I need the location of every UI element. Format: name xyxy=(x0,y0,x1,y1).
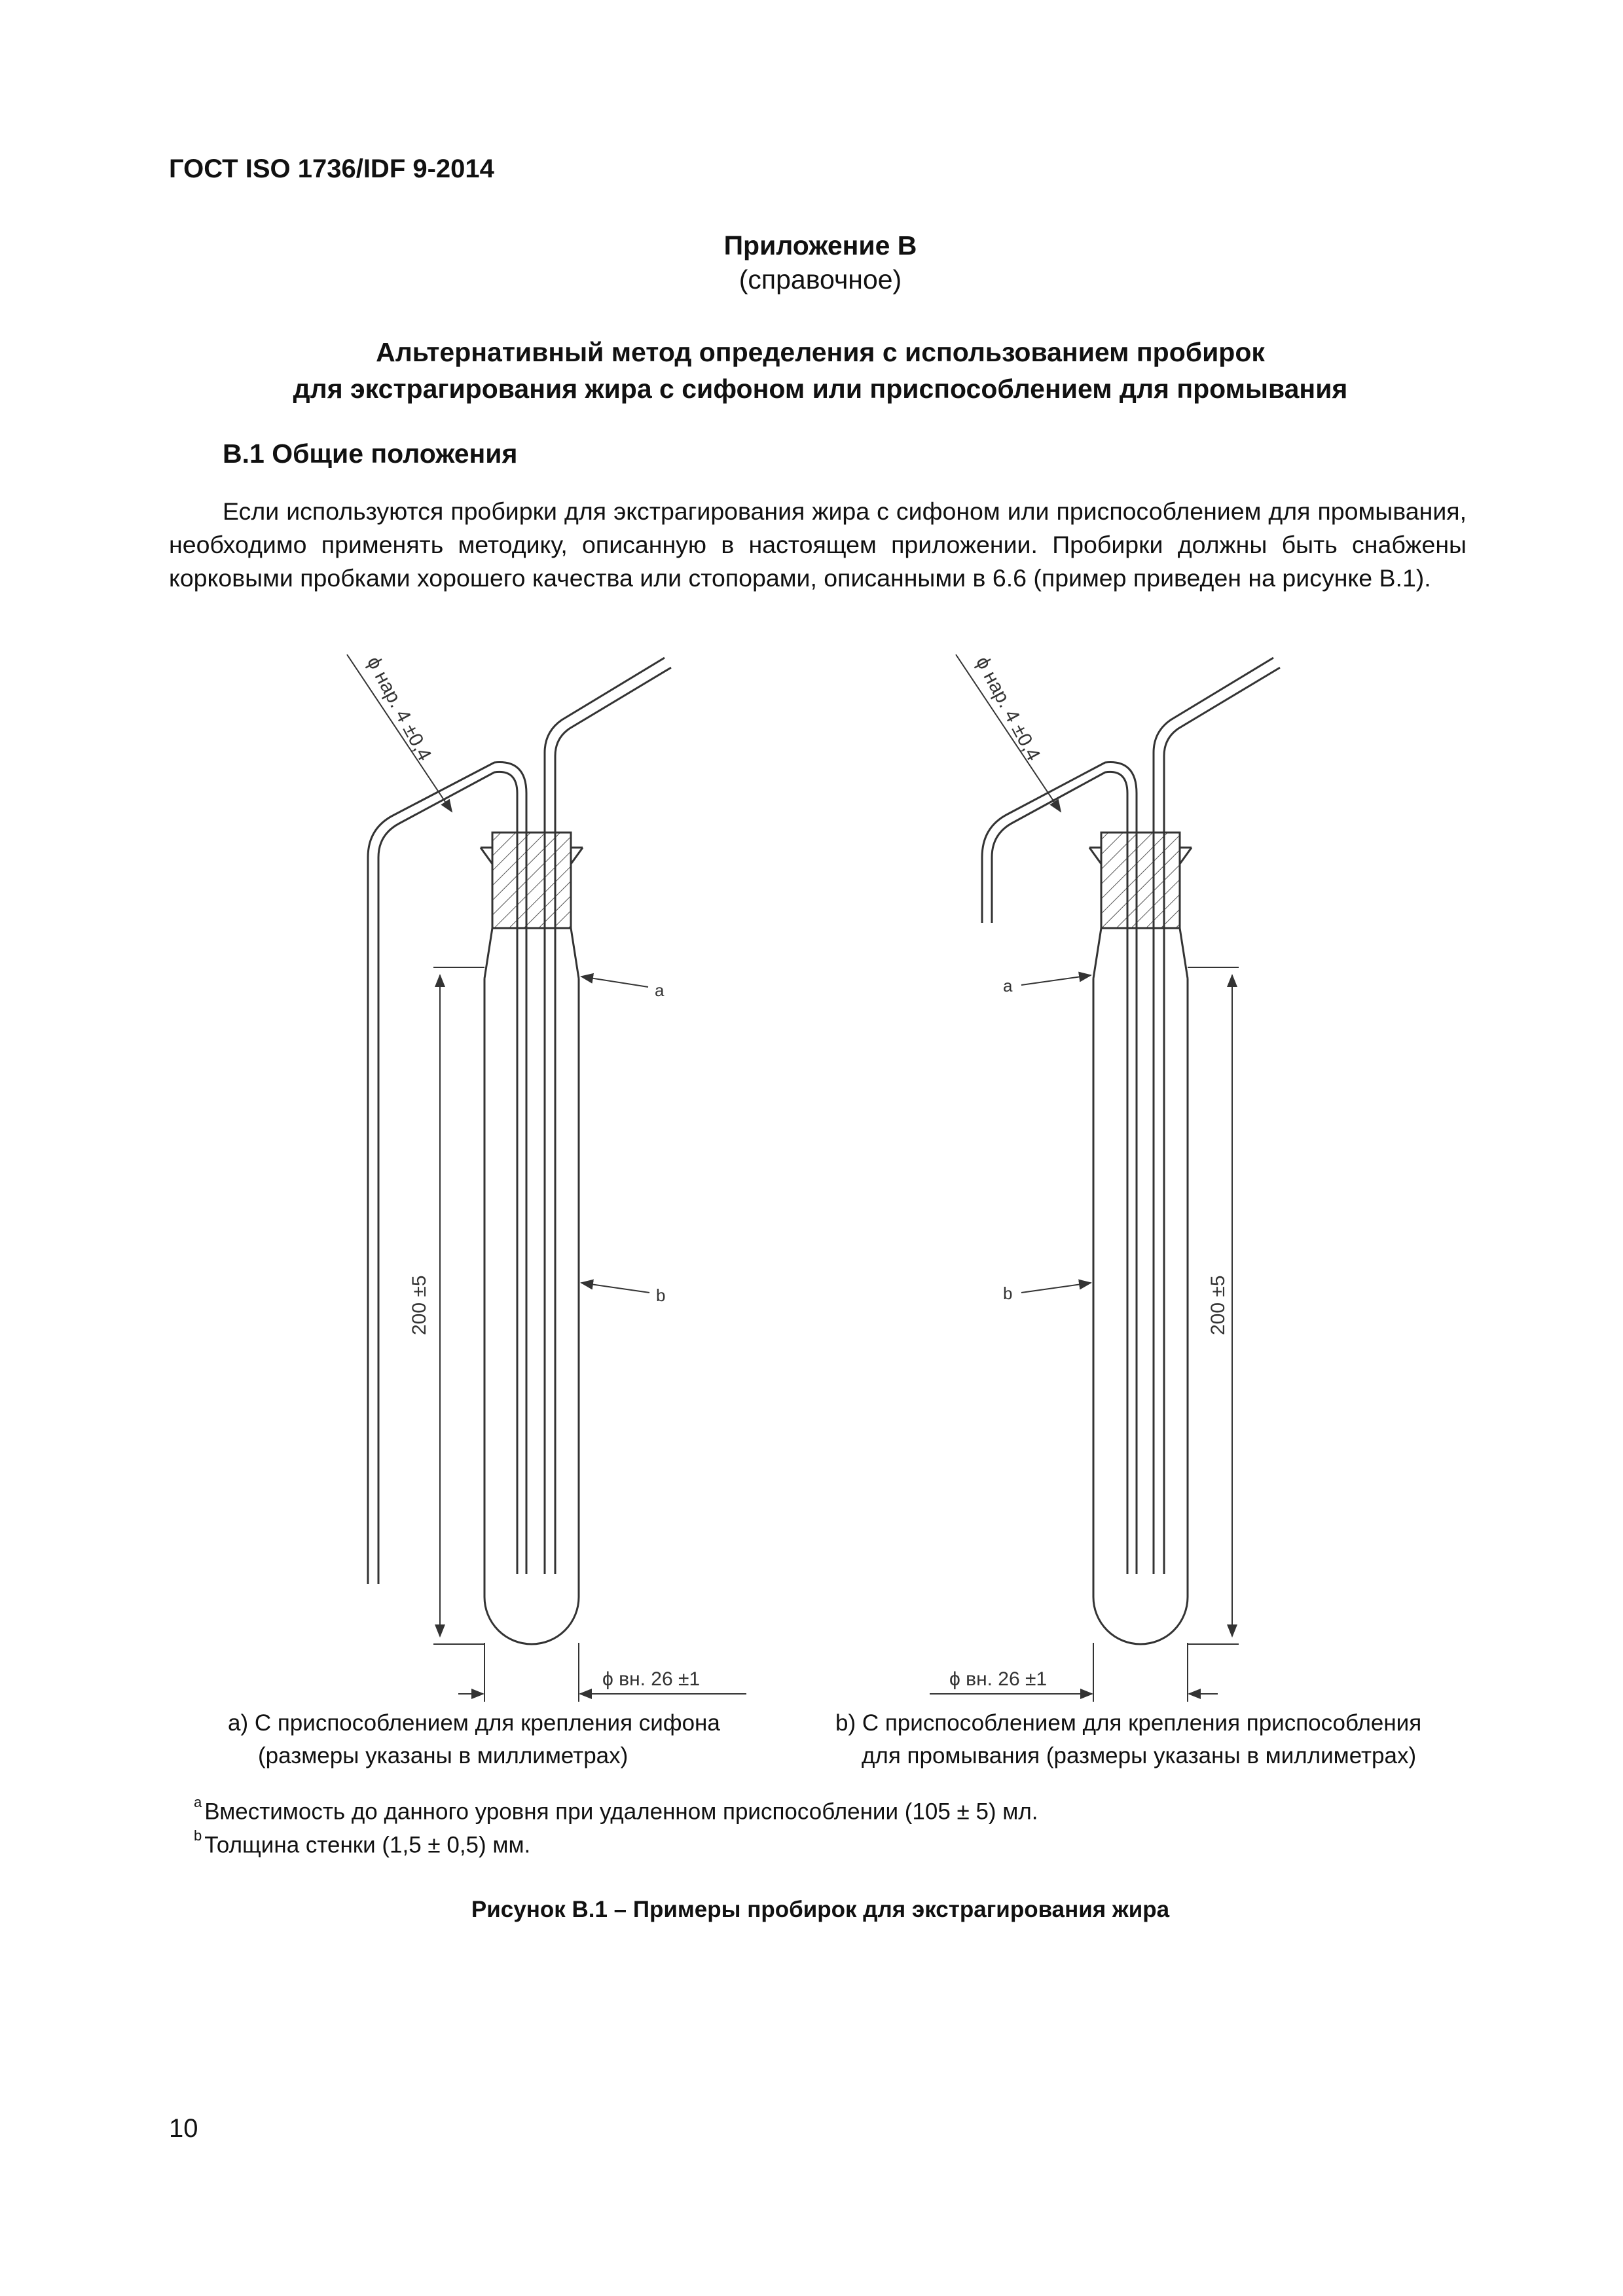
left-height-dim: 200 ±5 xyxy=(409,1275,430,1335)
footnote-b-mark: b xyxy=(194,1827,202,1844)
figure-drawing xyxy=(0,628,1623,1702)
section-heading: В.1 Общие положения xyxy=(223,439,518,469)
subfigure-a-caption-line2: (размеры указаны в миллиметрах) xyxy=(258,1743,629,1768)
right-diam-dim: ϕ вн. 26 ±1 xyxy=(949,1668,1048,1690)
tube-right-body xyxy=(1093,978,1188,1644)
footnote-b-text: Толщина стенки (1,5 ± 0,5) мм. xyxy=(204,1832,531,1858)
tube-left xyxy=(347,655,746,1702)
subfigure-b-caption-line2: для промывания (размеры указаны в миллиметрах) xyxy=(862,1743,1417,1768)
footnote-a-mark: a xyxy=(194,1794,202,1810)
right-label-b: b xyxy=(1003,1283,1013,1303)
annex-title: Приложение В xyxy=(723,230,917,260)
annex-subtitle: (справочное) xyxy=(739,264,902,295)
subfigure-b-caption-line1: b) С приспособлением для крепления приспособления xyxy=(835,1710,1422,1736)
right-height-dim: 200 ±5 xyxy=(1207,1275,1229,1335)
figure-caption: Рисунок В.1 – Примеры пробирок для экстрагирования жира xyxy=(471,1897,1170,1922)
right-pipe-dim: ϕ нар. 4 ±0,4 xyxy=(971,653,1045,764)
page-number: 10 xyxy=(169,2114,198,2143)
stopper-right xyxy=(1101,833,1180,928)
left-pipe-dim: ϕ нар. 4 ±0,4 xyxy=(362,653,436,764)
footnote-a xyxy=(194,1790,1038,1829)
right-label-a: a xyxy=(1003,976,1013,996)
left-label-a: a xyxy=(655,980,665,1000)
tube-right xyxy=(930,655,1280,1702)
main-title-line-1: Альтернативный метод определения с использованием пробирок xyxy=(376,337,1265,367)
stopper-left xyxy=(492,833,571,928)
document-code: ГОСТ ISO 1736/IDF 9-2014 xyxy=(169,154,494,183)
footnote-b xyxy=(194,1823,530,1862)
left-diam-dim: ϕ вн. 26 ±1 xyxy=(602,1668,701,1690)
subfigure-a-caption-line1: а) С приспособлением для крепления сифона xyxy=(228,1710,720,1736)
main-title xyxy=(169,334,1472,407)
left-label-b: b xyxy=(656,1285,666,1305)
tube-left-body xyxy=(484,978,579,1644)
main-title-line-2: для экстрагирования жира с сифоном или приспособлением для промывания xyxy=(293,374,1348,404)
section-paragraph: Если используются пробирки для экстрагирования жира с сифоном или приспособлением для промывания, необходимо применять методику, описанную в настоящем приложении. Пробирки должны быть снабжены корковыми пробками хорошего качества или стопорами, описанными в 6.6 (пример приведен на рисунке В.1). xyxy=(169,497,1467,592)
footnote-a-text: Вместимость до данного уровня при удаленном приспособлении (105 ± 5) мл. xyxy=(204,1799,1038,1825)
